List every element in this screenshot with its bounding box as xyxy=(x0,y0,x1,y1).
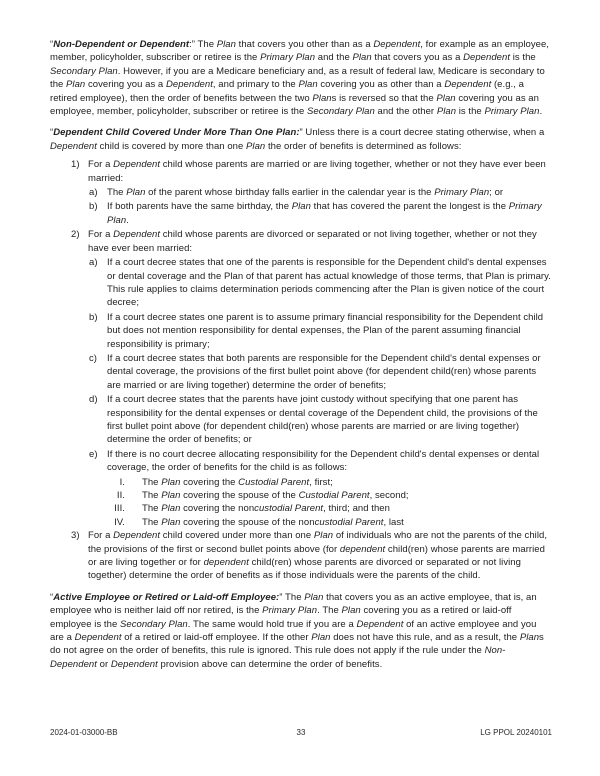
list-item-3 xyxy=(50,529,552,583)
list-item-2e-i xyxy=(50,476,552,489)
list-marker: a) xyxy=(89,257,98,269)
text-run: “Active Employee or Retired or Laid-off Employee:” The Plan that covers you as an active employee, that is, an employee who is neither laid off nor retired, is the Primary Plan. The Plan covering you as a retired or laid-off employee is the Secondary Plan. The same would hold true if you are a Dependent of an active employee and you are a Dependent of a retired or laid-off employee. If the other Plan does not have this rule, and as a result, the Plans do not agree on the order of benefits, this rule is ignored. This rule does not apply if the rule under the Non-Dependent or Dependent provision above can determine the order of benefits. xyxy=(50,591,544,670)
list-marker: d) xyxy=(89,394,98,406)
text-run: If both parents have the same birthday, the Plan that has covered the parent the longest is the Primary Plan. xyxy=(107,201,542,226)
list-item-2e-ii xyxy=(50,489,552,502)
list-item-2e-iv xyxy=(50,516,552,529)
paragraph-active-employee xyxy=(50,591,552,671)
text-run: “Non-Dependent or Dependent:” The Plan that covers you other than as a Dependent, for example as an employee, member, policyholder, subscriber or retiree is the Primary Plan and the Plan that covers you as a Dependent is the Secondary Plan. However, if you are a Medicare beneficiary and, as a result of federal law, Medicare is secondary to the Plan covering you as a Dependent, and primary to the Plan covering you as other than a Dependent (e.g., a retired employee), then the order of benefits between the two Plans is reversed so that the Plan covering you as an employee, member, policyholder, subscriber or retiree is the Secondary Plan and the other Plan is the Primary Plan. xyxy=(50,39,549,118)
list-item-1 xyxy=(50,158,552,185)
list-marker: 3) xyxy=(71,530,80,542)
list-marker: 1) xyxy=(71,159,80,171)
list-marker: b) xyxy=(89,311,98,323)
list-marker: c) xyxy=(89,352,98,364)
list-marker: a) xyxy=(89,187,98,199)
list-marker: e) xyxy=(89,448,98,460)
text-run: The Plan covering the noncustodial Parent, third; and then xyxy=(142,503,390,515)
list-item-2 xyxy=(50,228,552,255)
text-run: The Plan covering the Custodial Parent, first; xyxy=(142,476,333,488)
text-run: If a court decree states that the parents have joint custody without specifying that one parent has responsibility for the dental expenses or dental coverage of the Dependent child, the provisions of the first bullet point above (for dependent child(ren) whose parents are married or are living together) determine the order of benefits; or xyxy=(107,394,538,446)
paragraph-non-dependent xyxy=(50,38,552,118)
paragraph-dependent-child-heading xyxy=(50,126,552,153)
text-run: For a Dependent child covered under more than one Plan of individuals who are not the parents of the child, the provisions of the first or second bullet points above (for dependent child(ren) whose parents are married or are living together or for dependent child(ren) whose parents are divorced or separated or not living together) determine the order of benefits as if those individuals were the parents of the child. xyxy=(88,530,548,582)
list-marker: III. xyxy=(114,503,125,515)
list-item-2e xyxy=(50,448,552,475)
text-run: The Plan covering the spouse of the noncustodial Parent, last xyxy=(142,516,404,528)
footer-form-code: LG PPOL 20240101 xyxy=(480,728,552,737)
text-run: If there is no court decree allocating responsibility for the Dependent child's dental expenses or dental coverage, the order of benefits for the child is as follows: xyxy=(107,448,540,474)
text-run: For a Dependent child whose parents are divorced or separated or not living together, whether or not they have ever been married: xyxy=(88,229,537,254)
list-item-2c xyxy=(50,352,552,392)
text-run: “Dependent Child Covered Under More Than One Plan:” Unless there is a court decree stating otherwise, when a Dependent child is covered by more than one Plan the order of benefits is determined as follows: xyxy=(50,127,545,152)
list-item-1b xyxy=(50,200,552,227)
list-marker: II. xyxy=(116,490,125,501)
text-run: If a court decree states one parent is to assume primary financial responsibility for the Dependent child but does not mention responsibility for dental expenses, the Plan of the parent assuming financial responsibility is primary; xyxy=(107,311,544,350)
list-item-2b xyxy=(50,311,552,351)
text-run: For a Dependent child whose parents are married or are living together, whether or not they have ever been married: xyxy=(88,159,546,184)
list-item-1a xyxy=(50,186,552,199)
list-marker: b) xyxy=(89,201,98,213)
list-marker: IV. xyxy=(114,516,125,528)
footer-doc-code: 2024-01-03000-BB xyxy=(50,728,118,737)
page-footer xyxy=(50,728,552,738)
list-item-2a xyxy=(50,256,552,310)
text-run: The Plan covering the spouse of the Custodial Parent, second; xyxy=(142,490,409,501)
list-item-2d xyxy=(50,393,552,447)
text-run: If a court decree states that one of the parents is responsible for the Dependent child's dental expenses or dental coverage and the Plan of that parent has actual knowledge of those terms, that Plan is primary. This rule applies to claims determination periods commencing after the Plan is given notice of the court decree; xyxy=(107,257,551,309)
document-body xyxy=(50,38,552,676)
text-run: If a court decree states that both parents are responsible for the Dependent child's dental expenses or dental coverage, the provisions of the first bullet point above (for dependent child(ren) whose parents are married or are living together) determine the order of benefits; xyxy=(107,352,541,391)
list-marker: 2) xyxy=(71,229,80,241)
page-number: 33 xyxy=(296,728,306,737)
text-run: The Plan of the parent whose birthday falls earlier in the calendar year is the Primary Plan; or xyxy=(107,187,504,199)
list-item-2e-iii xyxy=(50,502,552,515)
list-marker: I. xyxy=(119,476,125,488)
